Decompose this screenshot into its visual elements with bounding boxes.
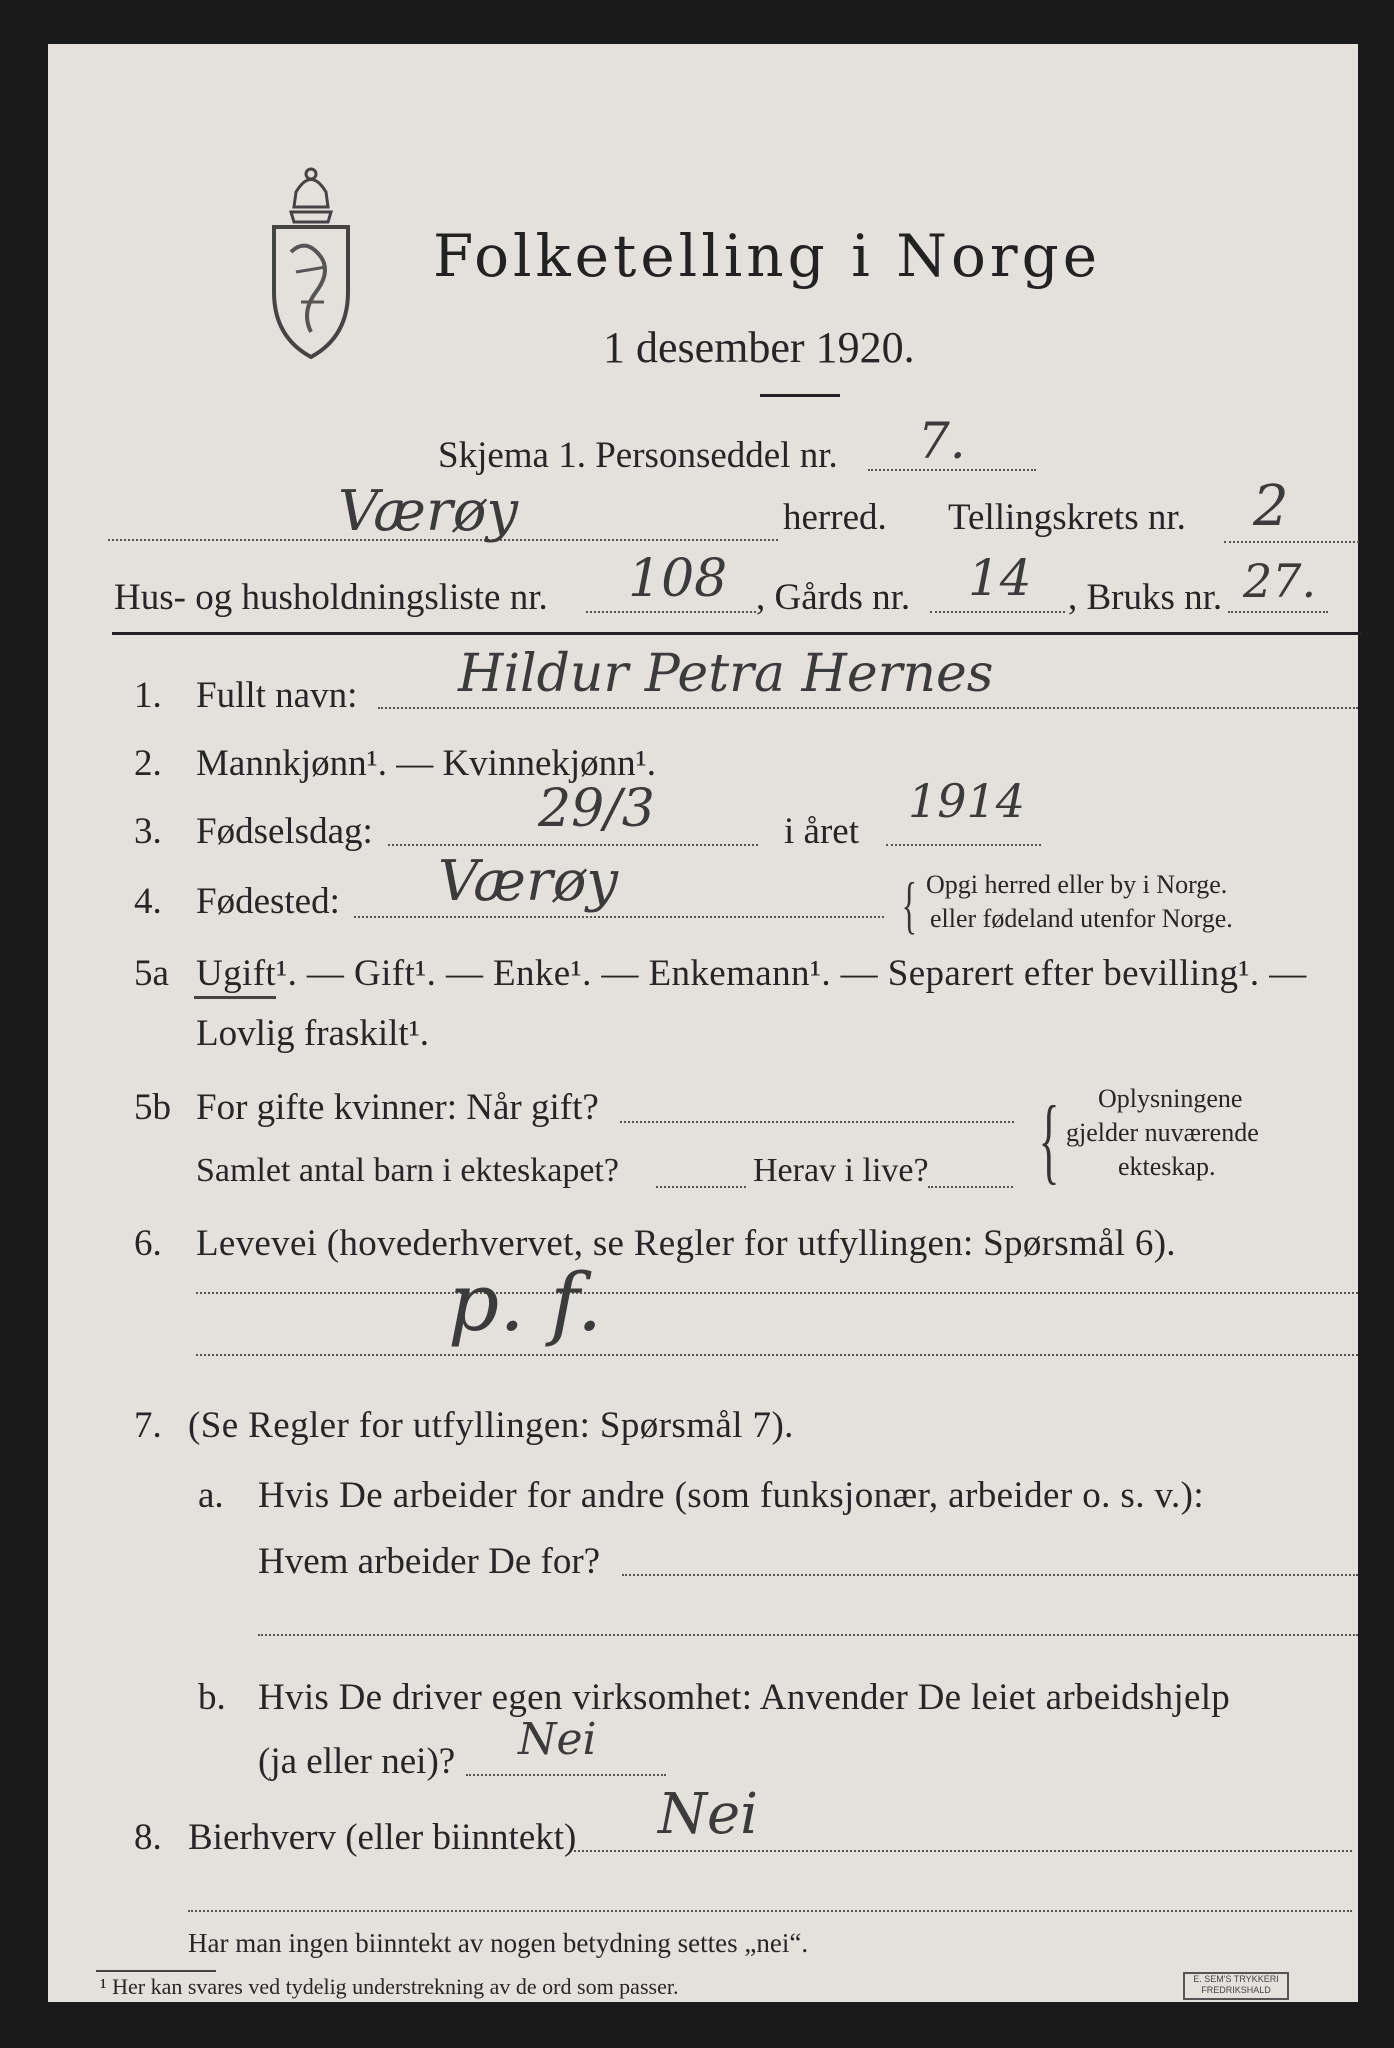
q6-value: p. f. <box>448 1256 603 1349</box>
q5b-note-2: gjelder nuværende <box>1066 1118 1259 1147</box>
q5a-line-2: Lovlig fraskilt¹. <box>196 1013 430 1054</box>
q5b-line-1: For gifte kvinner: Når gift? <box>196 1087 599 1128</box>
coat-of-arms-icon <box>266 162 356 362</box>
q8-label: Bierhverv (eller biinntekt) <box>188 1817 577 1858</box>
q6-number: 6. <box>134 1223 162 1264</box>
q6-label: Levevei (hovederhvervet, se Regler for utfyllingen: Spørsmål 6). <box>196 1223 1176 1264</box>
printer-stamp: E. SEM'S TRYKKERI FREDRIKSHALD <box>1183 1972 1289 2000</box>
footnote-divider <box>96 1970 216 1972</box>
form-date: 1 desember 1920. <box>603 323 915 372</box>
q5a-line-1: Ugift¹. — Gift¹. — Enke¹. — Enkemann¹. — Separert efter bevilling¹. — <box>196 953 1307 994</box>
q4-value: Værøy <box>438 849 619 914</box>
q7a-line-1: Hvis De arbeider for andre (som funksjonær, arbeider o. s. v.): <box>258 1475 1205 1516</box>
q8-dots-1 <box>574 1850 1352 1852</box>
q4-brace: { <box>901 869 918 940</box>
q5b-alive-dots <box>928 1186 1013 1188</box>
nei-note: Har man ingen biinntekt av nogen betydning settes „nei“. <box>188 1928 809 1958</box>
hus-label: Hus- og husholdningsliste nr. <box>114 577 548 618</box>
header-divider <box>112 632 1362 635</box>
q7a-letter: a. <box>198 1475 224 1516</box>
q3-label: Fødselsdag: <box>196 811 373 852</box>
ugift-underline <box>194 996 276 999</box>
q7b-line-2: (ja eller nei)? <box>258 1741 456 1782</box>
q7b-line-1: Hvis De driver egen virksomhet: Anvender De leiet arbeidshjelp <box>258 1677 1231 1718</box>
krets-label: Tellingskrets nr. <box>948 497 1186 538</box>
q8-number: 8. <box>134 1817 162 1858</box>
q8-dots-2 <box>188 1910 1352 1912</box>
hus-dots <box>586 611 756 613</box>
q1-dots <box>378 707 1358 709</box>
q7a-line-2: Hvem arbeider De for? <box>258 1541 601 1582</box>
bruks-dots <box>1228 611 1328 613</box>
census-form <box>48 44 1358 2002</box>
q2-label: Mannkjønn¹. — Kvinnekjønn¹. <box>196 743 656 784</box>
herred-label: herred. <box>783 497 887 538</box>
herred-value: Værøy <box>338 479 519 544</box>
q5b-number: 5b <box>134 1087 171 1128</box>
q7-number: 7. <box>134 1405 162 1446</box>
krets-dots <box>1224 541 1359 543</box>
q8-value: Nei <box>658 1782 759 1847</box>
q5b-children-dots <box>656 1186 746 1188</box>
q7-label: (Se Regler for utfyllingen: Spørsmål 7). <box>188 1405 794 1446</box>
q3-year-label: i året <box>784 811 859 852</box>
q3-value: 29/3 <box>538 779 655 839</box>
skjema-value: 7. <box>918 412 966 470</box>
q3-dots <box>388 844 758 846</box>
q7b-dots <box>466 1774 666 1776</box>
q5a-number: 5a <box>134 953 169 994</box>
q4-number: 4. <box>134 881 162 922</box>
q5b-line-2a: Samlet antal barn i ekteskapet? <box>196 1152 619 1189</box>
q4-dots <box>354 916 884 918</box>
q5b-brace: { <box>1038 1086 1060 1193</box>
form-title: Folketelling i Norge <box>433 222 1102 290</box>
q3-year-dots <box>886 844 1041 846</box>
krets-value: 2 <box>1253 474 1289 539</box>
bruks-value: 27. <box>1243 554 1317 608</box>
q1-value: Hildur Petra Hernes <box>458 644 994 704</box>
q5b-note-3: ekteskap. <box>1118 1152 1216 1181</box>
gards-dots <box>930 611 1065 613</box>
hus-value: 108 <box>628 549 728 609</box>
gards-label: , Gårds nr. <box>756 577 911 618</box>
q5b-line-2b: Herav i live? <box>753 1152 929 1189</box>
q5b-when-dots <box>620 1121 1014 1123</box>
q6-dots-2 <box>196 1354 1358 1356</box>
bruks-label: , Bruks nr. <box>1068 577 1223 618</box>
q4-label: Fødested: <box>196 881 340 922</box>
q7a-dots-2 <box>258 1634 1358 1636</box>
q1-label: Fullt navn: <box>196 675 358 716</box>
q6-dots-1 <box>196 1292 1358 1294</box>
gards-value: 14 <box>968 549 1032 607</box>
q4-note-2: eller fødeland utenfor Norge. <box>930 904 1233 933</box>
q2-number: 2. <box>134 743 162 784</box>
footnote: ¹ Her kan svares ved tydelig understrekning av de ord som passer. <box>100 1974 679 1999</box>
q3-number: 3. <box>134 811 162 852</box>
q3-year-value: 1914 <box>908 774 1026 828</box>
q7a-dots-1 <box>622 1574 1358 1576</box>
skjema-label: Skjema 1. Personseddel nr. <box>438 435 838 476</box>
title-divider <box>760 394 840 397</box>
q4-note-1: Opgi herred eller by i Norge. <box>926 870 1228 899</box>
q7b-value: Nei <box>518 1714 597 1765</box>
q1-number: 1. <box>134 675 162 716</box>
q7b-letter: b. <box>198 1677 226 1718</box>
q5b-note-1: Oplysningene <box>1098 1084 1243 1113</box>
